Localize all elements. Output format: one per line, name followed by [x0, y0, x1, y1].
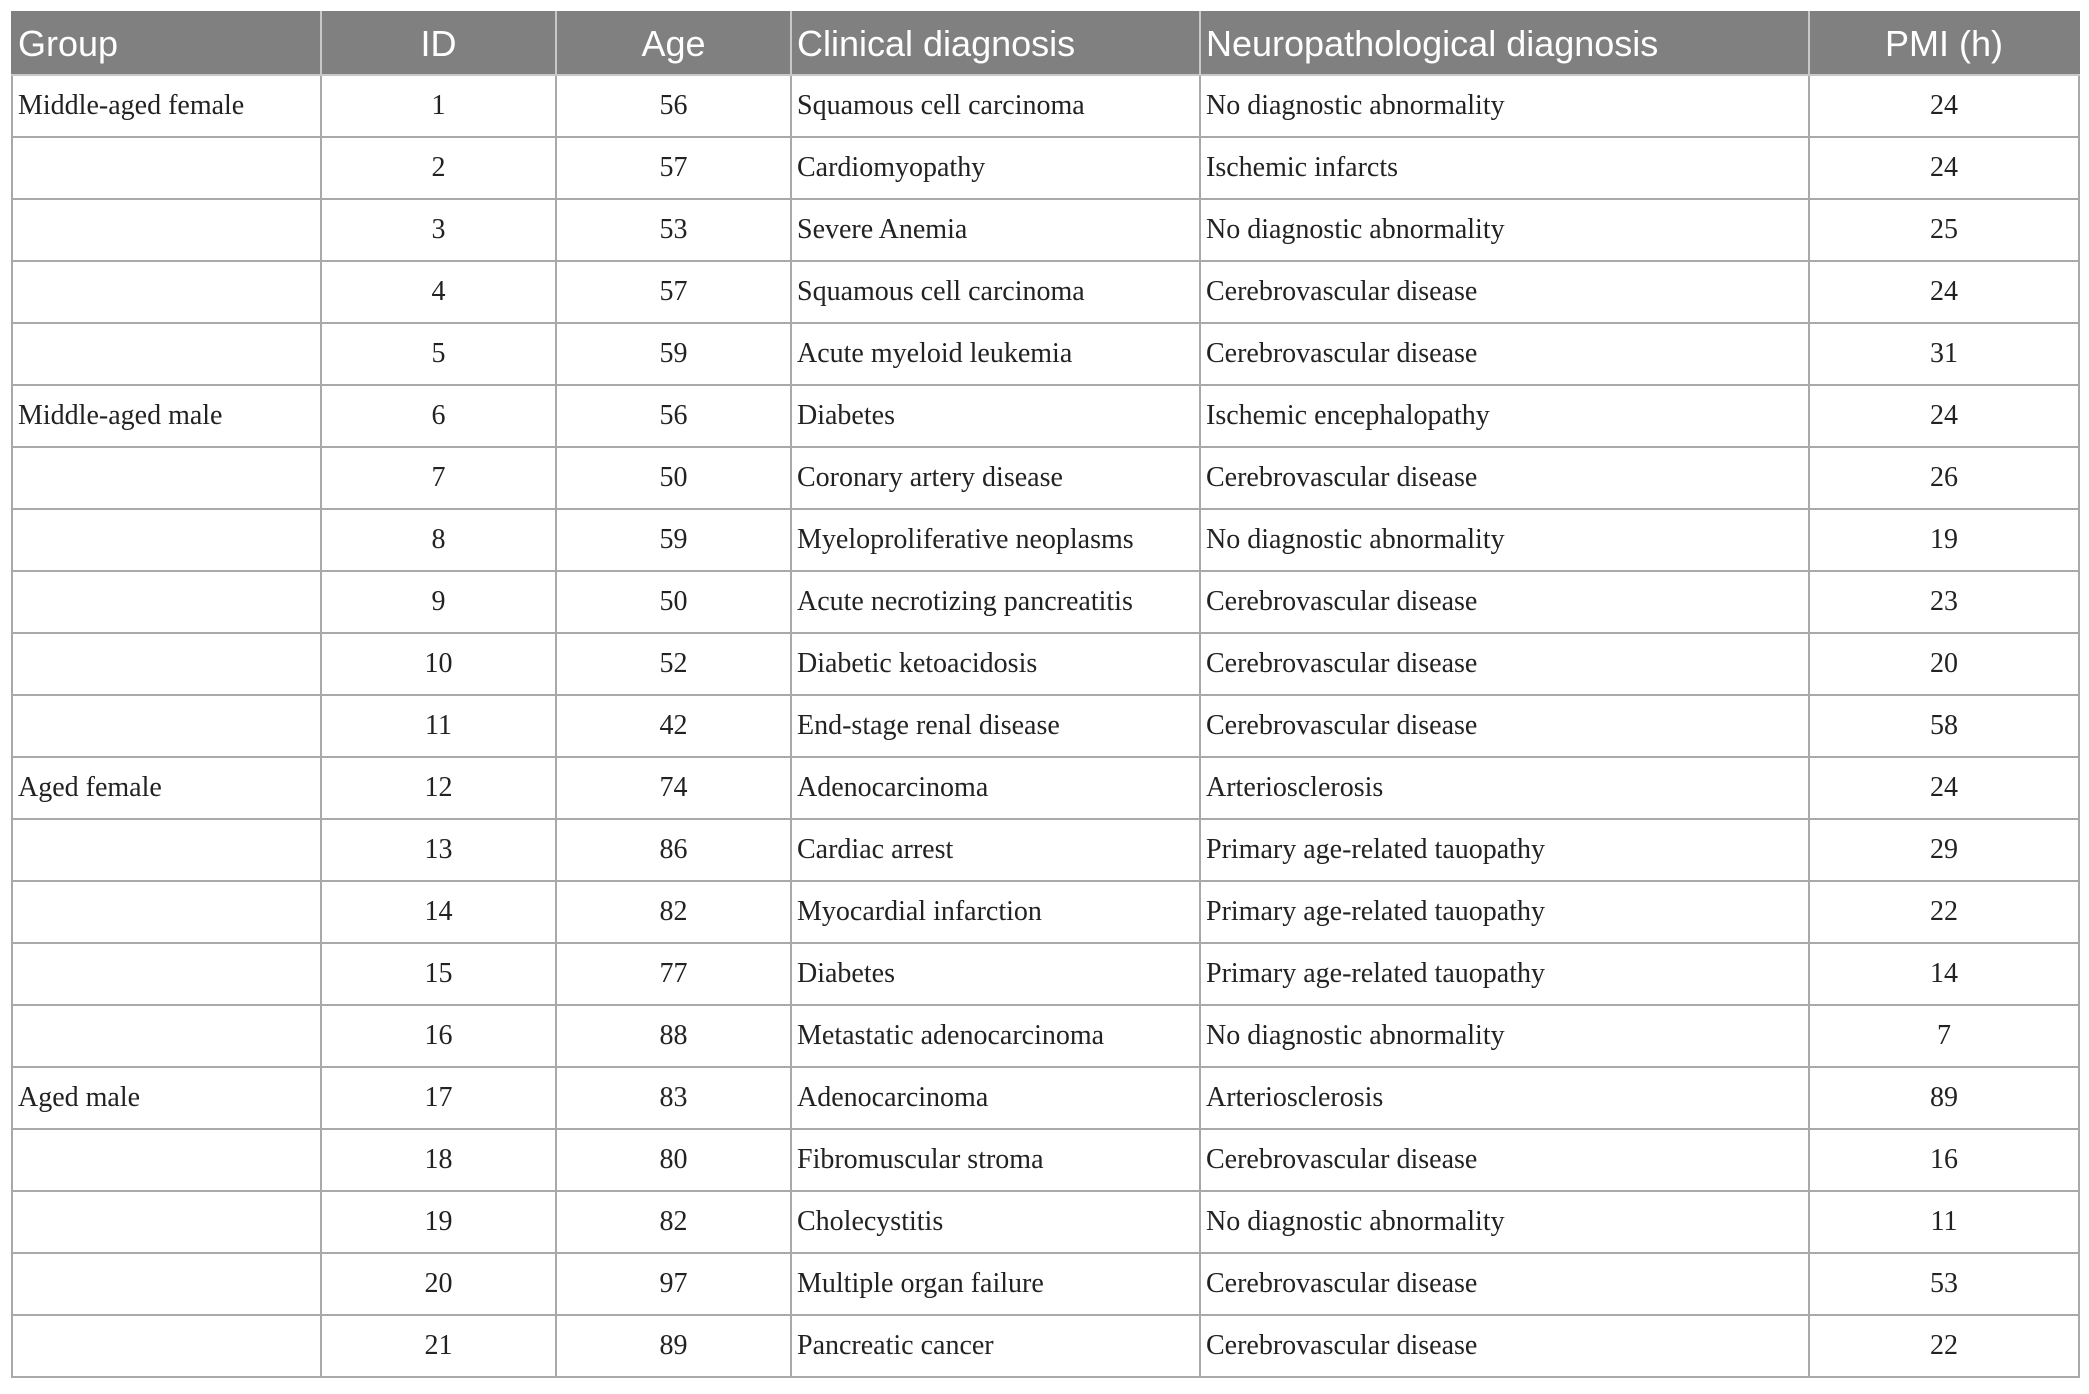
clinical-diagnosis-cell: Squamous cell carcinoma	[791, 261, 1200, 323]
pmi-cell: 19	[1809, 509, 2079, 571]
table-row	[12, 509, 2079, 571]
table-row	[12, 571, 2079, 633]
age-cell: 57	[556, 137, 791, 199]
id-cell: 3	[321, 199, 556, 261]
group-cell	[12, 1005, 321, 1067]
table-row	[12, 943, 2079, 1005]
clinical-diagnosis-cell: Adenocarcinoma	[791, 1067, 1200, 1129]
table-row	[12, 1191, 2079, 1253]
pmi-cell: 24	[1809, 385, 2079, 447]
pmi-cell: 20	[1809, 633, 2079, 695]
table-row	[12, 447, 2079, 509]
neuropathological-diagnosis-cell: Ischemic infarcts	[1200, 137, 1809, 199]
header-neuropathological-diagnosis: Neuropathological diagnosis	[1200, 12, 1809, 75]
clinical-diagnosis-cell: Pancreatic cancer	[791, 1315, 1200, 1377]
group-cell	[12, 447, 321, 509]
group-cell	[12, 1315, 321, 1377]
id-cell: 12	[321, 757, 556, 819]
pmi-cell: 58	[1809, 695, 2079, 757]
group-cell: Aged male	[12, 1067, 321, 1129]
clinical-diagnosis-cell: Cholecystitis	[791, 1191, 1200, 1253]
table-row	[12, 695, 2079, 757]
pmi-cell: 24	[1809, 137, 2079, 199]
clinical-diagnosis-cell: Severe Anemia	[791, 199, 1200, 261]
table-row	[12, 1253, 2079, 1315]
group-cell: Middle-aged male	[12, 385, 321, 447]
table-header-row	[12, 12, 2079, 75]
pmi-cell: 24	[1809, 75, 2079, 137]
clinical-diagnosis-cell: Myocardial infarction	[791, 881, 1200, 943]
neuropathological-diagnosis-cell: Cerebrovascular disease	[1200, 571, 1809, 633]
pmi-cell: 26	[1809, 447, 2079, 509]
pmi-cell: 16	[1809, 1129, 2079, 1191]
header-pmi: PMI (h)	[1809, 12, 2079, 75]
id-cell: 1	[321, 75, 556, 137]
pmi-cell: 14	[1809, 943, 2079, 1005]
table-body	[12, 75, 2079, 1377]
table-row	[12, 819, 2079, 881]
table-row	[12, 633, 2079, 695]
table-row	[12, 881, 2079, 943]
age-cell: 86	[556, 819, 791, 881]
age-cell: 59	[556, 509, 791, 571]
clinical-diagnosis-cell: Acute myeloid leukemia	[791, 323, 1200, 385]
age-cell: 77	[556, 943, 791, 1005]
pmi-cell: 89	[1809, 1067, 2079, 1129]
id-cell: 4	[321, 261, 556, 323]
table-row	[12, 1067, 2079, 1129]
age-cell: 56	[556, 75, 791, 137]
id-cell: 6	[321, 385, 556, 447]
neuropathological-diagnosis-cell: Primary age-related tauopathy	[1200, 881, 1809, 943]
id-cell: 10	[321, 633, 556, 695]
group-cell	[12, 881, 321, 943]
clinical-diagnosis-cell: Multiple organ failure	[791, 1253, 1200, 1315]
clinical-diagnosis-cell: Fibromuscular stroma	[791, 1129, 1200, 1191]
pmi-cell: 22	[1809, 881, 2079, 943]
header-group: Group	[12, 12, 321, 75]
header-clinical-diagnosis: Clinical diagnosis	[791, 12, 1200, 75]
header-id: ID	[321, 12, 556, 75]
neuropathological-diagnosis-cell: No diagnostic abnormality	[1200, 1191, 1809, 1253]
neuropathological-diagnosis-cell: Primary age-related tauopathy	[1200, 943, 1809, 1005]
clinical-diagnosis-cell: Diabetic ketoacidosis	[791, 633, 1200, 695]
clinical-diagnosis-cell: Diabetes	[791, 943, 1200, 1005]
id-cell: 2	[321, 137, 556, 199]
id-cell: 20	[321, 1253, 556, 1315]
clinical-diagnosis-cell: Squamous cell carcinoma	[791, 75, 1200, 137]
age-cell: 82	[556, 1191, 791, 1253]
neuropathological-diagnosis-cell: Arteriosclerosis	[1200, 1067, 1809, 1129]
clinical-diagnosis-cell: Cardiac arrest	[791, 819, 1200, 881]
pmi-cell: 7	[1809, 1005, 2079, 1067]
table-row	[12, 1129, 2079, 1191]
clinical-diagnosis-cell: Acute necrotizing pancreatitis	[791, 571, 1200, 633]
neuropathological-diagnosis-cell: Primary age-related tauopathy	[1200, 819, 1809, 881]
age-cell: 50	[556, 447, 791, 509]
age-cell: 42	[556, 695, 791, 757]
id-cell: 11	[321, 695, 556, 757]
age-cell: 89	[556, 1315, 791, 1377]
id-cell: 9	[321, 571, 556, 633]
id-cell: 5	[321, 323, 556, 385]
clinical-diagnosis-cell: Myeloproliferative neoplasms	[791, 509, 1200, 571]
neuropathological-diagnosis-cell: No diagnostic abnormality	[1200, 1005, 1809, 1067]
neuropathological-diagnosis-cell: Cerebrovascular disease	[1200, 1129, 1809, 1191]
pmi-cell: 24	[1809, 757, 2079, 819]
age-cell: 50	[556, 571, 791, 633]
neuropathological-diagnosis-cell: No diagnostic abnormality	[1200, 75, 1809, 137]
clinical-diagnosis-cell: Cardiomyopathy	[791, 137, 1200, 199]
age-cell: 74	[556, 757, 791, 819]
pmi-cell: 25	[1809, 199, 2079, 261]
id-cell: 8	[321, 509, 556, 571]
pmi-cell: 24	[1809, 261, 2079, 323]
age-cell: 53	[556, 199, 791, 261]
age-cell: 56	[556, 385, 791, 447]
neuropathological-diagnosis-cell: Cerebrovascular disease	[1200, 261, 1809, 323]
group-cell: Middle-aged female	[12, 75, 321, 137]
age-cell: 52	[556, 633, 791, 695]
age-cell: 80	[556, 1129, 791, 1191]
table-row	[12, 1315, 2079, 1377]
id-cell: 16	[321, 1005, 556, 1067]
group-cell	[12, 633, 321, 695]
pmi-cell: 31	[1809, 323, 2079, 385]
id-cell: 13	[321, 819, 556, 881]
table-row	[12, 1005, 2079, 1067]
group-cell	[12, 571, 321, 633]
age-cell: 88	[556, 1005, 791, 1067]
clinical-diagnosis-cell: End-stage renal disease	[791, 695, 1200, 757]
id-cell: 21	[321, 1315, 556, 1377]
pmi-cell: 11	[1809, 1191, 2079, 1253]
pmi-cell: 29	[1809, 819, 2079, 881]
neuropathological-diagnosis-cell: No diagnostic abnormality	[1200, 199, 1809, 261]
patient-table	[11, 11, 2080, 1378]
neuropathological-diagnosis-cell: Cerebrovascular disease	[1200, 633, 1809, 695]
neuropathological-diagnosis-cell: Cerebrovascular disease	[1200, 447, 1809, 509]
group-cell	[12, 695, 321, 757]
age-cell: 82	[556, 881, 791, 943]
clinical-diagnosis-cell: Coronary artery disease	[791, 447, 1200, 509]
age-cell: 57	[556, 261, 791, 323]
id-cell: 19	[321, 1191, 556, 1253]
group-cell	[12, 261, 321, 323]
neuropathological-diagnosis-cell: Cerebrovascular disease	[1200, 1253, 1809, 1315]
group-cell	[12, 323, 321, 385]
table-row	[12, 261, 2079, 323]
neuropathological-diagnosis-cell: Cerebrovascular disease	[1200, 1315, 1809, 1377]
table-row	[12, 199, 2079, 261]
pmi-cell: 23	[1809, 571, 2079, 633]
table-row	[12, 137, 2079, 199]
group-cell	[12, 199, 321, 261]
id-cell: 17	[321, 1067, 556, 1129]
neuropathological-diagnosis-cell: Cerebrovascular disease	[1200, 323, 1809, 385]
pmi-cell: 22	[1809, 1315, 2079, 1377]
clinical-diagnosis-cell: Adenocarcinoma	[791, 757, 1200, 819]
pmi-cell: 53	[1809, 1253, 2079, 1315]
age-cell: 97	[556, 1253, 791, 1315]
group-cell	[12, 1191, 321, 1253]
table-row	[12, 323, 2079, 385]
group-cell: Aged female	[12, 757, 321, 819]
group-cell	[12, 137, 321, 199]
neuropathological-diagnosis-cell: Cerebrovascular disease	[1200, 695, 1809, 757]
id-cell: 14	[321, 881, 556, 943]
header-age: Age	[556, 12, 791, 75]
clinical-diagnosis-cell: Metastatic adenocarcinoma	[791, 1005, 1200, 1067]
age-cell: 83	[556, 1067, 791, 1129]
table-row	[12, 385, 2079, 447]
age-cell: 59	[556, 323, 791, 385]
clinical-diagnosis-cell: Diabetes	[791, 385, 1200, 447]
neuropathological-diagnosis-cell: Arteriosclerosis	[1200, 757, 1809, 819]
group-cell	[12, 509, 321, 571]
group-cell	[12, 943, 321, 1005]
neuropathological-diagnosis-cell: Ischemic encephalopathy	[1200, 385, 1809, 447]
table-row	[12, 75, 2079, 137]
group-cell	[12, 1253, 321, 1315]
id-cell: 7	[321, 447, 556, 509]
group-cell	[12, 1129, 321, 1191]
id-cell: 18	[321, 1129, 556, 1191]
group-cell	[12, 819, 321, 881]
neuropathological-diagnosis-cell: No diagnostic abnormality	[1200, 509, 1809, 571]
data-table-container	[11, 11, 2078, 1378]
id-cell: 15	[321, 943, 556, 1005]
table-row	[12, 757, 2079, 819]
